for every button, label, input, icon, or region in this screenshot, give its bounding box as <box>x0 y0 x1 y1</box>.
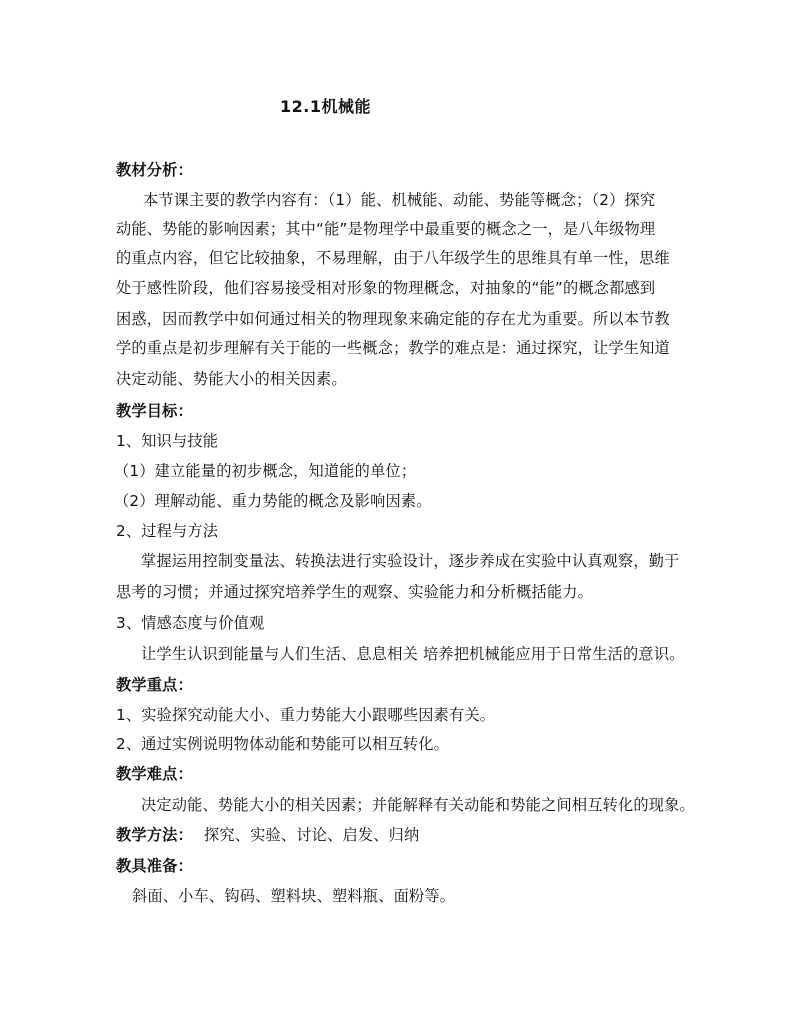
paragraph-line: 掌握运用控制变量法、转换法进行实验设计，逐步养成在实验中认真观察，勤于 <box>141 552 680 570</box>
tools-list: 斜面、小车、钩码、塑料块、塑料瓶、面粉等。 <box>132 887 456 905</box>
goal-subheading: 3、情感态度与价值观 <box>116 614 265 632</box>
section-heading-analysis: 教材分析： <box>116 161 193 179</box>
key-point-item: 2、通过实例说明物体动能和势能可以相互转化。 <box>116 735 450 753</box>
paragraph-line: 学的重点是初步理解有关于能的一些概念；教学的难点是：通过探究，让学生知道 <box>116 339 670 357</box>
key-point-item: 1、实验探究动能大小、重力势能大小跟哪些因素有关。 <box>116 706 496 724</box>
paragraph-line: 本节课主要的教学内容有：（1）能、机械能、动能、势能等概念；（2）探究 <box>143 191 656 209</box>
section-heading-methods: 教学方法： <box>116 826 193 844</box>
paragraph-line: 处于感性阶段，他们容易接受相对形象的物理概念，对抽象的“能”的概念都感到 <box>116 279 656 297</box>
section-heading-key-points: 教学重点： <box>116 676 193 694</box>
paragraph-line: 决定动能、势能大小的相关因素。 <box>116 370 347 388</box>
paragraph-line: 的重点内容，但它比较抽象，不易理解，由于八年级学生的思维具有单一性，思维 <box>116 249 670 267</box>
teaching-method-text: 探究、实验、讨论、启发、归纳 <box>203 826 420 844</box>
section-heading-goals: 教学目标： <box>116 402 193 420</box>
section-heading-difficulties: 教学难点： <box>116 765 193 783</box>
paragraph-line: 动能、势能的影响因素；其中“能”是物理学中最重要的概念之一，是八年级物理 <box>116 220 656 238</box>
paragraph-line: 决定动能、势能大小的相关因素；并能解释有关动能和势能之间相互转化的现象。 <box>141 796 695 814</box>
paragraph-line: 困惑，因而教学中如何通过相关的物理现象来确定能的存在尤为重要。所以本节教 <box>116 310 670 328</box>
paragraph-line: 让学生认识到能量与人们生活、息息相关 培养把机械能应用于日常生活的意识。 <box>141 645 685 663</box>
goal-subheading: 2、过程与方法 <box>116 522 219 540</box>
document-title: 12.1机械能 <box>280 97 371 116</box>
goal-subheading: 1、知识与技能 <box>116 432 219 450</box>
section-heading-tools: 教具准备： <box>116 857 193 875</box>
paragraph-line: 思考的习惯；并通过探究培养学生的观察、实验能力和分析概括能力。 <box>116 583 594 601</box>
teaching-method-row <box>116 825 419 845</box>
goal-item: （2）理解动能、重力势能的概念及影响因素。 <box>114 492 432 510</box>
goal-item: （1）建立能量的初步概念，知道能的单位； <box>114 462 417 480</box>
